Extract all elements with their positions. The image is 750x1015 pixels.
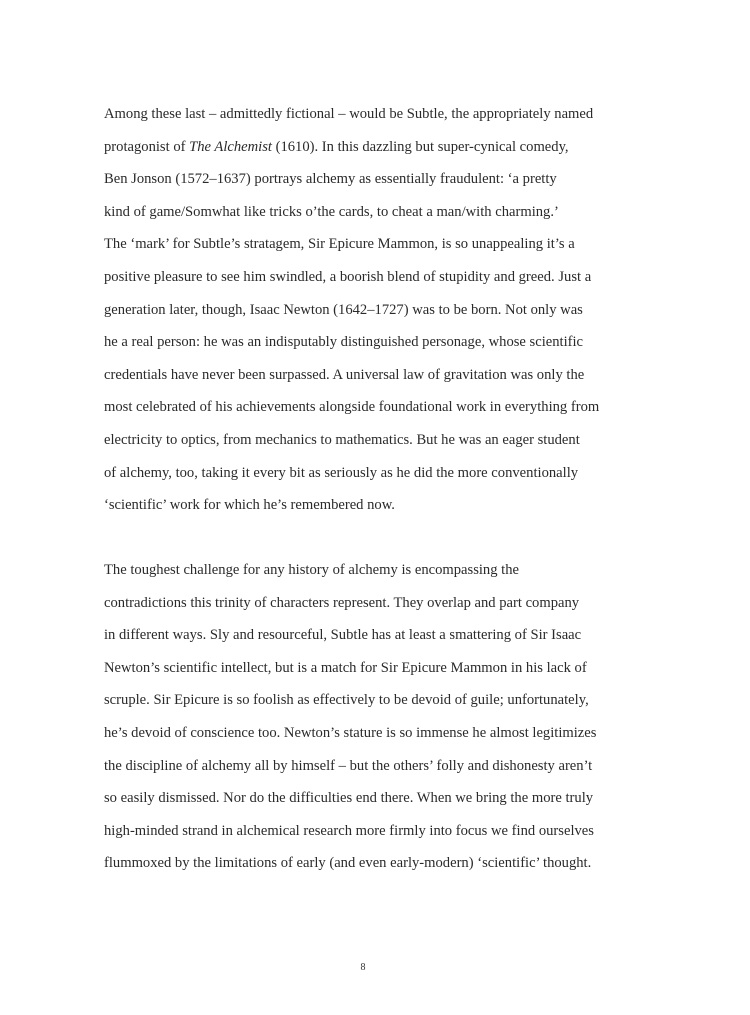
page-number: 8 bbox=[360, 962, 366, 973]
book-title-italic: The Alchemist bbox=[189, 138, 272, 155]
text-line: he’s devoid of conscience too. Newton’s stature is so immense he almost legitimizes bbox=[104, 724, 597, 741]
text-line: he a real person: he was an indisputably distinguished personage, whose scientific bbox=[104, 334, 584, 351]
text-line: so easily dismissed. Nor do the difficulties end there. When we bring the more truly bbox=[104, 790, 594, 807]
text-line: high-minded strand in alchemical research more firmly into focus we find ourselves bbox=[104, 822, 594, 839]
text-line: generation later, though, Isaac Newton (1642–1727) was to be born. Not only was bbox=[104, 301, 583, 318]
text-segment: protagonist of bbox=[104, 138, 190, 155]
paragraph-1 bbox=[104, 98, 644, 522]
text-line: positive pleasure to see him swindled, a boorish blend of stupidity and greed. Just a bbox=[104, 268, 592, 285]
text-line: of alchemy, too, taking it every bit as seriously as he did the more conventionally bbox=[104, 464, 579, 481]
text-line: in different ways. Sly and resourceful, Subtle has at least a smattering of Sir Isaac bbox=[104, 627, 582, 644]
text-line: kind of game/Somwhat like tricks o’the cards, to cheat a man/with charming.’ bbox=[104, 203, 559, 220]
text-line: contradictions this trinity of characters represent. They overlap and part company bbox=[104, 594, 580, 611]
text-line: Among these last – admittedly fictional – would be Subtle, the appropriately named bbox=[104, 106, 594, 122]
text-line: electricity to optics, from mechanics to mathematics. But he was an eager student bbox=[104, 431, 580, 448]
text-line: flummoxed by the limitations of early (and even early-modern) ‘scientific’ thought. bbox=[104, 855, 592, 872]
paragraph-2 bbox=[104, 554, 644, 880]
text-line: ‘scientific’ work for which he’s remembered now. bbox=[104, 497, 395, 514]
text-line bbox=[104, 131, 644, 164]
text-line: Ben Jonson (1572–1637) portrays alchemy as essentially fraudulent: ‘a pretty bbox=[104, 171, 557, 188]
text-line: scruple. Sir Epicure is so foolish as effectively to be devoid of guile; unfortunately, bbox=[104, 692, 589, 709]
text-segment: (1610). In this dazzling but super-cynical comedy, bbox=[271, 138, 569, 155]
text-line: the discipline of alchemy all by himself – but the others’ folly and dishonesty aren’t bbox=[104, 757, 593, 774]
text-line: Newton’s scientific intellect, but is a match for Sir Epicure Mammon in his lack of bbox=[104, 659, 587, 676]
text-line: most celebrated of his achievements alongside foundational work in everything from bbox=[104, 399, 600, 416]
text-line: The ‘mark’ for Subtle’s stratagem, Sir Epicure Mammon, is so unappealing it’s a bbox=[104, 236, 575, 253]
text-line: credentials have never been surpassed. A universal law of gravitation was only the bbox=[104, 366, 585, 383]
text-line: The toughest challenge for any history of alchemy is encompassing the bbox=[104, 562, 519, 578]
